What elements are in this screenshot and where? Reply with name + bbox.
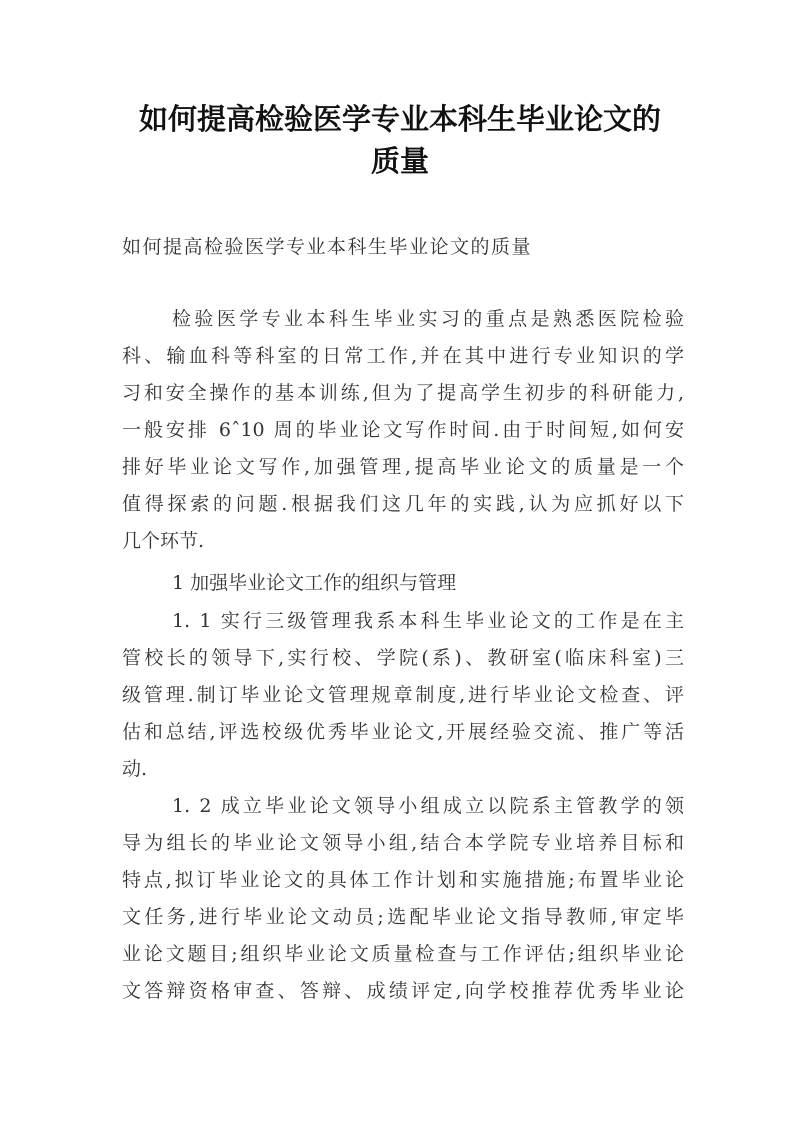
paragraph-line: 一般安排 6ˆ10 周的毕业论文写作时间.由于时间短,如何安 [122, 419, 684, 441]
paragraph-line: 习和安全操作的基本训练,但为了提高学生初步的科研能力, [122, 382, 684, 404]
paragraph-line: 文答辩资格审查、答辩、成绩评定,向学校推荐优秀毕业论 [122, 980, 684, 1002]
paragraph-line: 导为组长的毕业论文领导小组,结合本学院专业培养目标和 [122, 832, 684, 854]
document-title-line-2: 质量 [370, 144, 429, 178]
paragraph-line: 1. 1 实行三级管理我系本科生毕业论文的工作是在主 [172, 610, 684, 632]
paragraph-line: 特点,拟订毕业论文的具体工作计划和实施措施;布置毕业论 [122, 869, 684, 891]
document-title-line-1: 如何提高检验医学专业本科生毕业论文的 [138, 102, 661, 136]
paragraph-line: 文任务,进行毕业论文动员;选配毕业论文指导教师,审定毕 [122, 906, 684, 928]
paragraph-line: 几个环节. [122, 530, 205, 552]
paragraph-line: 值得探索的问题.根据我们这几年的实践,认为应抓好以下 [122, 493, 684, 515]
document-subtitle: 如何提高检验医学专业本科生毕业论文的质量 [122, 236, 533, 258]
paragraph-line: 科、输血科等科室的日常工作,并在其中进行专业知识的学 [122, 345, 684, 367]
paragraph-line: 排好毕业论文写作,加强管理,提高毕业论文的质量是一个 [122, 456, 684, 478]
paragraph-line: 检验医学专业本科生毕业实习的重点是熟悉医院检验 [172, 308, 684, 330]
paragraph-line: 业论文题目;组织毕业论文质量检查与工作评估;组织毕业论 [122, 943, 684, 965]
paragraph-line: 动. [122, 758, 148, 780]
paragraph-line: 1 加强毕业论文工作的组织与管理 [172, 572, 457, 594]
paragraph-line: 管校长的领导下,实行校、学院(系)、教研室(临床科室)三 [122, 647, 684, 669]
paragraph-line: 估和总结,评选校级优秀毕业论文,开展经验交流、推广等活 [122, 721, 684, 743]
paragraph-line: 1. 2 成立毕业论文领导小组成立以院系主管教学的领 [172, 795, 684, 817]
paragraph-line: 级管理.制订毕业论文管理规章制度,进行毕业论文检查、评 [122, 684, 684, 706]
